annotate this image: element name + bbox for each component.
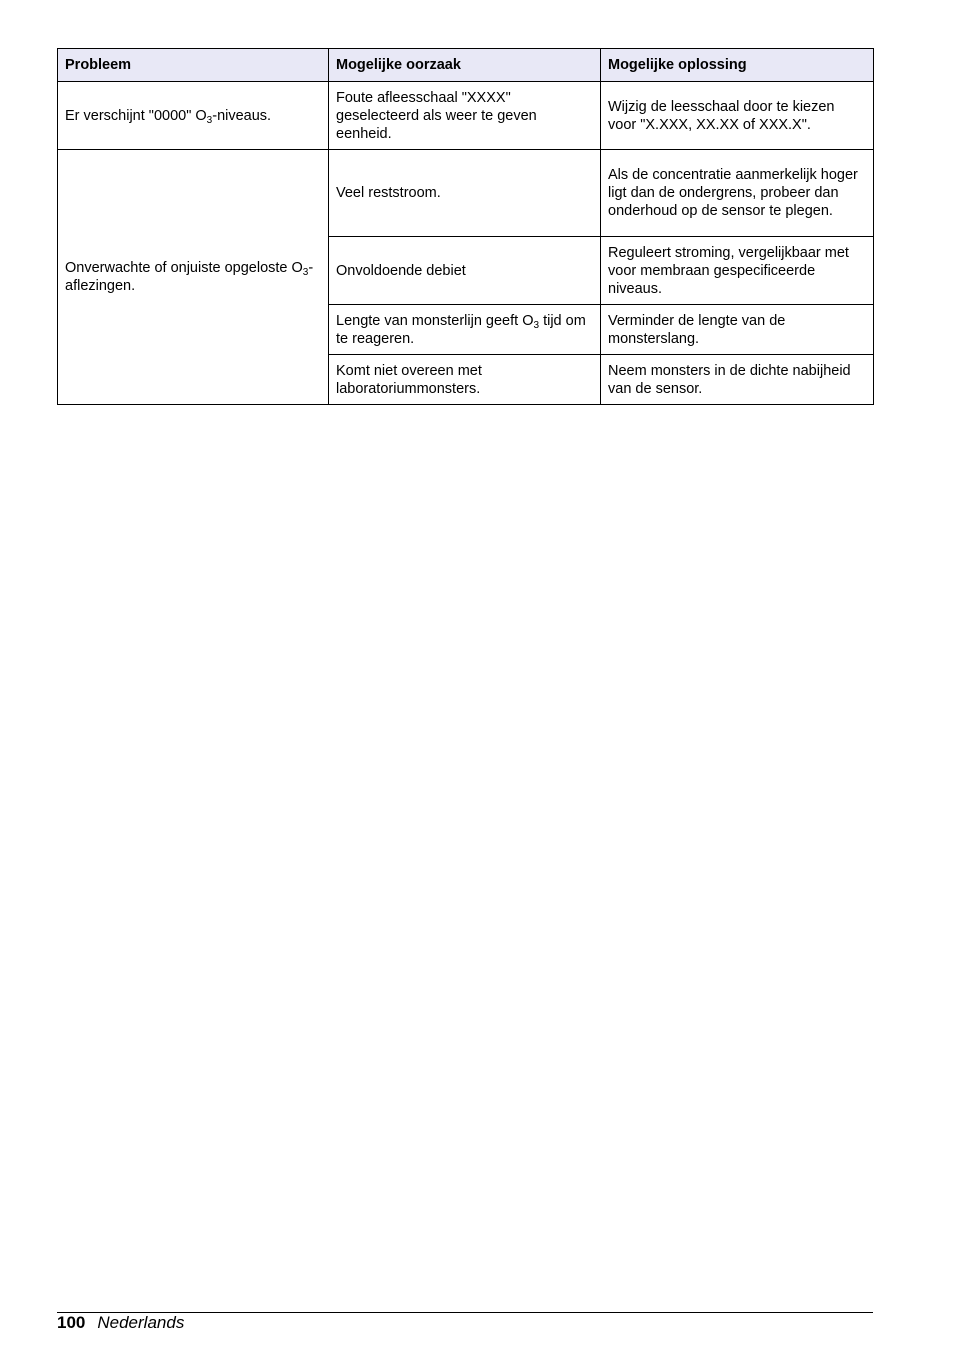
header-problem: Probleem	[58, 49, 329, 82]
problem-cell: Onverwachte of onjuiste opgeloste $O_3$-aflezingen.	[58, 150, 329, 405]
solution-cell: Wijzig de leesschaal door te kiezen voor "X.XXX, XX.XX of XXX.X".	[601, 82, 874, 150]
solution-cell: Neem monsters in de dichte nabijheid van de sensor.	[601, 355, 874, 405]
cause-cell: Onvoldoende debiet	[329, 237, 601, 305]
footer-language: Nederlands	[97, 1313, 185, 1332]
cause-cell: Komt niet overeen met laboratoriummonsters.	[329, 355, 601, 405]
table-row	[58, 82, 874, 150]
cause-cell: Veel reststroom.	[329, 150, 601, 237]
troubleshooting-table	[57, 48, 874, 405]
problem-cell: Er verschijnt "0000" $O_3$-niveaus.	[58, 82, 329, 150]
page-footer	[57, 1313, 184, 1333]
header-solution: Mogelijke oplossing	[601, 49, 874, 82]
header-cause: Mogelijke oorzaak	[329, 49, 601, 82]
solution-cell: Als de concentratie aanmerkelijk hoger ligt dan de ondergrens, probeer dan onderhoud op de sensor te plegen.	[601, 150, 874, 237]
solution-cell: Verminder de lengte van de monsterslang.	[601, 305, 874, 355]
table-row	[58, 150, 874, 237]
table-header-row	[58, 49, 874, 82]
solution-cell: Reguleert stroming, vergelijkbaar met voor membraan gespecificeerde niveaus.	[601, 237, 874, 305]
cause-cell: Lengte van monsterlijn geeft $O_3$ tijd om te reageren.	[329, 305, 601, 355]
page-number: 100	[57, 1313, 86, 1332]
cause-cell: Foute afleesschaal "XXXX" geselecteerd als weer te geven eenheid.	[329, 82, 601, 150]
